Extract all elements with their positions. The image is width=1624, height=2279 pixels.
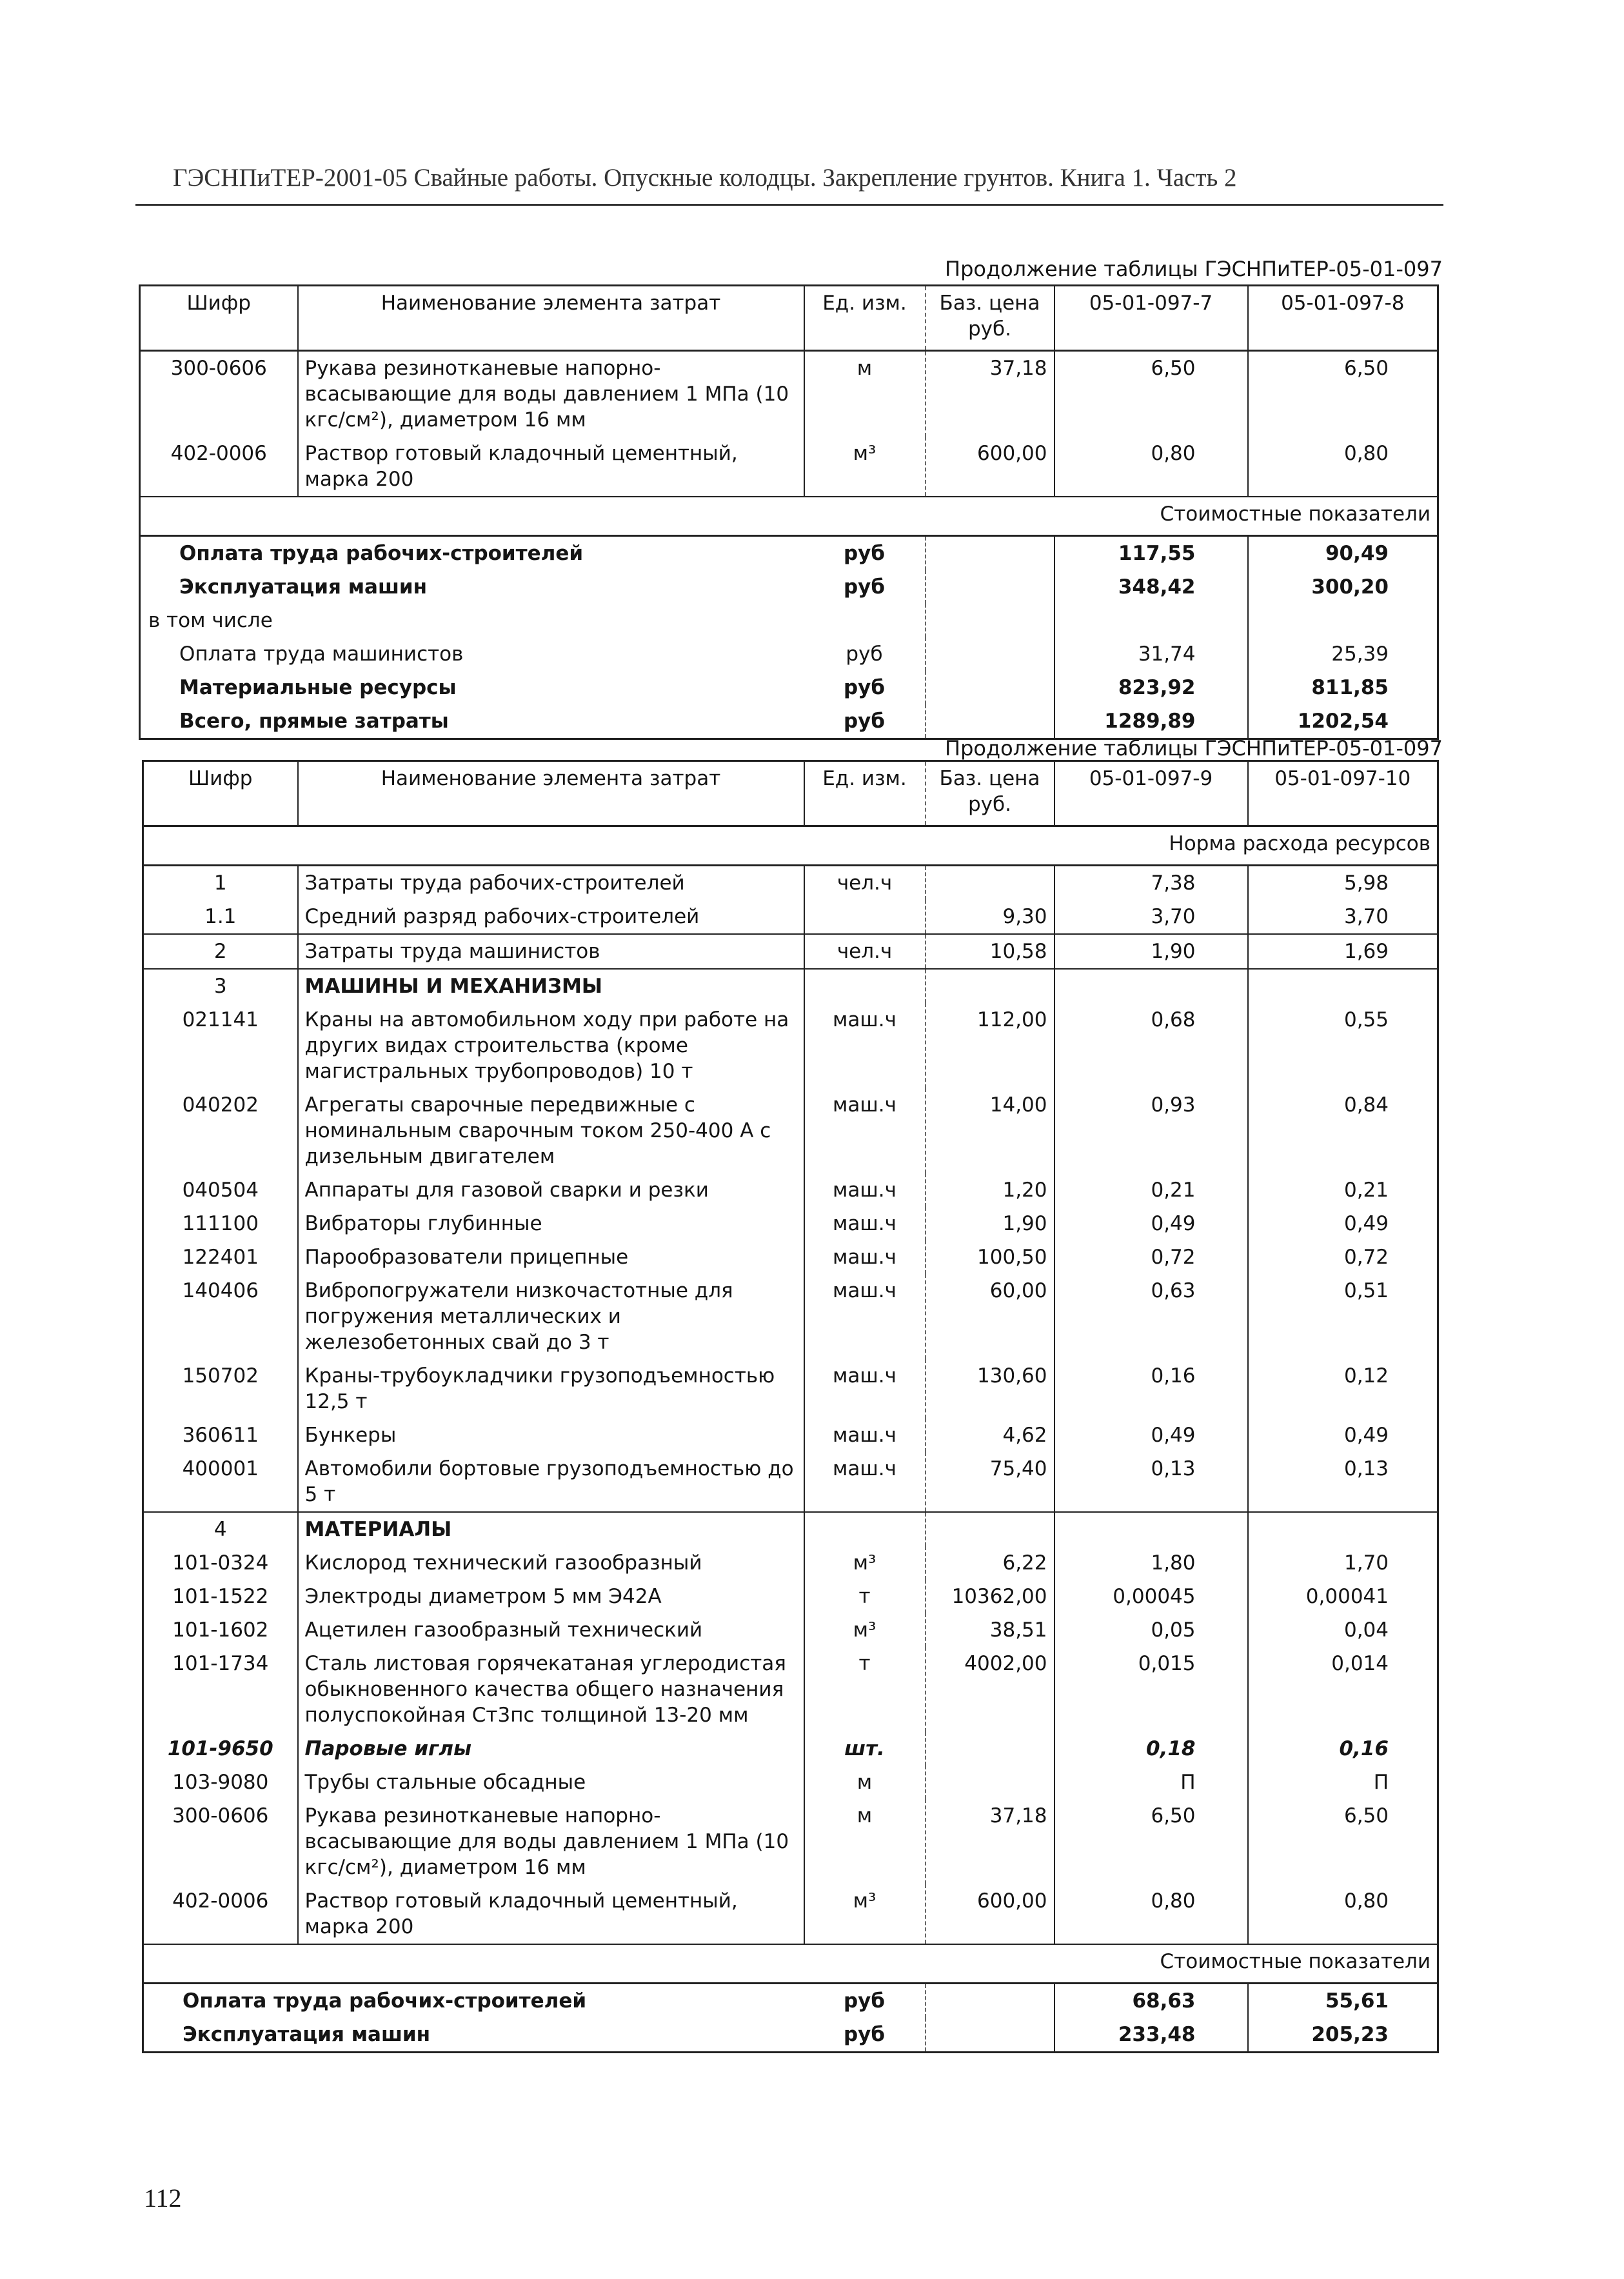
row-name: Агрегаты сварочные передвижные с номинальным сварочным током 250-400 А с дизельным двигателем [298,1088,804,1173]
row-value-1: 0,68 [1055,1003,1248,1088]
row-value-2: 0,13 [1248,1452,1438,1512]
cost-unit: руб [804,1984,926,2018]
section-header-row [143,826,1438,866]
row-name: МАТЕРИАЛЫ [298,1512,804,1546]
row-value-1: 0,13 [1055,1452,1248,1512]
row-unit: м [804,1766,926,1799]
row-code: 101-1522 [143,1580,298,1613]
cost-empty [926,1984,1055,2018]
cost-row [140,671,1438,704]
row-unit: м³ [804,1884,926,1944]
row-value-2: 0,16 [1248,1732,1438,1766]
row-value-1: 0,18 [1055,1732,1248,1766]
table-row [143,900,1438,934]
row-code: 101-1734 [143,1647,298,1732]
row-unit: м [804,1799,926,1884]
table-row [143,1512,1438,1546]
row-value-1: 1,90 [1055,934,1248,969]
table-row [143,1799,1438,1884]
row-value-2: 0,21 [1248,1173,1438,1207]
cost-empty [926,704,1055,739]
cost-unit: руб [804,637,926,671]
column-header-base-price: Баз. цена руб. [926,286,1055,351]
cost-value-2: 25,39 [1248,637,1438,671]
row-value-1: 0,63 [1055,1274,1248,1359]
cost-empty [926,536,1055,571]
cost-row [140,570,1438,604]
row-base-price: 130,60 [926,1359,1055,1418]
row-value-1 [1055,969,1248,1003]
row-unit: м³ [804,1546,926,1580]
row-base-price: 10,58 [926,934,1055,969]
row-name: Затраты труда рабочих-строителей [298,866,804,901]
row-unit: т [804,1647,926,1732]
row-name: Парообразователи прицепные [298,1240,804,1274]
table-row [143,1418,1438,1452]
column-header-base-price: Баз. цена руб. [926,761,1055,826]
cost-empty [926,671,1055,704]
cost-label: Всего, прямые затраты [140,704,804,739]
table-row [140,351,1438,437]
row-base-price: 100,50 [926,1240,1055,1274]
row-code: 040504 [143,1173,298,1207]
row-code: 101-0324 [143,1546,298,1580]
row-value-2: 0,12 [1248,1359,1438,1418]
column-header-row [140,286,1438,351]
column-header-unit: Ед. изм. [804,286,926,351]
cost-label: Эксплуатация машин [143,2018,804,2053]
row-unit: маш.ч [804,1003,926,1088]
row-base-price: 75,40 [926,1452,1055,1512]
row-name: Паровые иглы [298,1732,804,1766]
row-name: Вибраторы глубинные [298,1207,804,1240]
row-unit [804,969,926,1003]
row-name: Раствор готовый кладочный цементный, марка 200 [298,1884,804,1944]
cost-value-2 [1248,604,1438,637]
cost-row [143,1984,1438,2018]
table-row [143,1613,1438,1647]
row-unit: маш.ч [804,1088,926,1173]
row-name: Ацетилен газообразный технический [298,1613,804,1647]
column-header-norm-10: 05-01-097-10 [1248,761,1438,826]
row-unit [804,1512,926,1546]
cost-value-1: 233,48 [1055,2018,1248,2053]
row-value-2: 0,80 [1248,437,1438,497]
row-value-2: 1,70 [1248,1546,1438,1580]
row-base-price: 10362,00 [926,1580,1055,1613]
row-code: 103-9080 [143,1766,298,1799]
row-name: Сталь листовая горячекатаная углеродистая обыкновенного качества общего назначения полуспокойная Ст3пс толщиной 13-20 мм [298,1647,804,1732]
row-value-1: 3,70 [1055,900,1248,934]
row-unit: маш.ч [804,1173,926,1207]
row-unit: т [804,1580,926,1613]
row-name: Аппараты для газовой сварки и резки [298,1173,804,1207]
row-base-price: 600,00 [926,437,1055,497]
row-code: 021141 [143,1003,298,1088]
section-header-row [143,1944,1438,1984]
row-name: Краны на автомобильном ходу при работе на других видах строительства (кроме магистральных трубопроводов) 10 т [298,1003,804,1088]
row-unit: м³ [804,437,926,497]
row-name: Бункеры [298,1418,804,1452]
table-row [143,1884,1438,1944]
cost-unit [804,604,926,637]
row-value-2 [1248,1512,1438,1546]
row-code: 360611 [143,1418,298,1452]
column-header-norm-8: 05-01-097-8 [1248,286,1438,351]
cost-label: в том числе [140,604,804,637]
row-unit: м [804,351,926,437]
row-value-1: 0,93 [1055,1088,1248,1173]
table-row [143,1207,1438,1240]
table-caption: Продолжение таблицы ГЭСНПиТЕР-05-01-097 [945,736,1443,761]
column-header-norm-9: 05-01-097-9 [1055,761,1248,826]
cost-value-1: 68,63 [1055,1984,1248,2018]
table-row [143,1359,1438,1418]
table-row [143,1452,1438,1512]
row-unit: маш.ч [804,1274,926,1359]
row-code: 122401 [143,1240,298,1274]
table-row [143,1003,1438,1088]
row-base-price: 37,18 [926,351,1055,437]
row-unit: чел.ч [804,934,926,969]
cost-value-1: 348,42 [1055,570,1248,604]
row-value-2: П [1248,1766,1438,1799]
row-base-price: 600,00 [926,1884,1055,1944]
row-value-1: 1,80 [1055,1546,1248,1580]
row-unit: м³ [804,1613,926,1647]
column-header-row [143,761,1438,826]
row-code: 300-0606 [143,1799,298,1884]
row-value-1: 0,72 [1055,1240,1248,1274]
column-header-unit: Ед. изм. [804,761,926,826]
row-base-price [926,969,1055,1003]
row-name: Трубы стальные обсадные [298,1766,804,1799]
row-code: 4 [143,1512,298,1546]
column-header-name: Наименование элемента затрат [298,286,804,351]
row-base-price: 6,22 [926,1546,1055,1580]
section-cost-indicators: Стоимостные показатели [140,497,1438,536]
table-row [143,866,1438,901]
row-value-2: 6,50 [1248,351,1438,437]
row-value-2: 6,50 [1248,1799,1438,1884]
cost-unit: руб [804,536,926,571]
row-value-2: 3,70 [1248,900,1438,934]
row-value-1 [1055,1512,1248,1546]
row-base-price: 1,90 [926,1207,1055,1240]
row-unit: маш.ч [804,1240,926,1274]
row-value-2: 0,80 [1248,1884,1438,1944]
header-divider [135,204,1443,206]
row-code: 3 [143,969,298,1003]
cost-label: Эксплуатация машин [140,570,804,604]
row-name: Кислород технический газообразный [298,1546,804,1580]
cost-unit: руб [804,2018,926,2053]
row-base-price: 4,62 [926,1418,1055,1452]
table-row [143,1732,1438,1766]
table-row [143,1088,1438,1173]
cost-value-2: 205,23 [1248,2018,1438,2053]
row-unit: маш.ч [804,1418,926,1452]
cost-row [143,2018,1438,2053]
row-name: Рукава резинотканевые напорно-всасывающие для воды давлением 1 МПа (10 кгс/см²), диаметром 16 мм [298,351,804,437]
row-value-2: 0,49 [1248,1418,1438,1452]
row-name: Краны-трубоукладчики грузоподъемностью 12,5 т [298,1359,804,1418]
row-name: Средний разряд рабочих-строителей [298,900,804,934]
cost-unit: руб [804,704,926,739]
row-base-price [926,1732,1055,1766]
column-header-code: Шифр [140,286,298,351]
cost-value-2: 300,20 [1248,570,1438,604]
row-value-1: 0,05 [1055,1613,1248,1647]
row-base-price [926,866,1055,901]
row-value-1: 6,50 [1055,351,1248,437]
cost-label: Оплата труда рабочих-строителей [140,536,804,571]
page-number: 112 [144,2184,182,2213]
row-value-1: 0,16 [1055,1359,1248,1418]
cost-label: Материальные ресурсы [140,671,804,704]
cost-value-1: 1289,89 [1055,704,1248,739]
row-value-2: 0,84 [1248,1088,1438,1173]
row-code: 101-1602 [143,1613,298,1647]
row-code: 1.1 [143,900,298,934]
row-code: 400001 [143,1452,298,1512]
table-row [140,437,1438,497]
table-row [143,1647,1438,1732]
cost-empty [926,570,1055,604]
table-caption: Продолжение таблицы ГЭСНПиТЕР-05-01-097 [945,257,1443,281]
row-value-2: 0,04 [1248,1613,1438,1647]
cost-label: Оплата труда машинистов [140,637,804,671]
table-row [143,1173,1438,1207]
row-base-price: 38,51 [926,1613,1055,1647]
column-header-norm-7: 05-01-097-7 [1055,286,1248,351]
row-unit: чел.ч [804,866,926,901]
row-value-1: 0,80 [1055,1884,1248,1944]
row-value-2: 0,72 [1248,1240,1438,1274]
cost-empty [926,637,1055,671]
cost-value-2: 90,49 [1248,536,1438,571]
row-unit [804,900,926,934]
cost-unit: руб [804,570,926,604]
table-row [143,934,1438,969]
row-value-1: 6,50 [1055,1799,1248,1884]
row-unit: маш.ч [804,1207,926,1240]
section-resource-norms: Норма расхода ресурсов [143,826,1438,866]
cost-row [140,637,1438,671]
row-code: 402-0006 [140,437,298,497]
row-value-1: 0,49 [1055,1418,1248,1452]
row-value-1: 0,49 [1055,1207,1248,1240]
cost-value-1 [1055,604,1248,637]
row-unit: маш.ч [804,1359,926,1418]
row-base-price [926,1512,1055,1546]
row-value-2 [1248,969,1438,1003]
row-value-2: 5,98 [1248,866,1438,901]
row-name: Вибропогружатели низкочастотные для погружения металлических и железобетонных свай до 3 т [298,1274,804,1359]
cost-table-2 [142,760,1439,2053]
row-value-1: 0,00045 [1055,1580,1248,1613]
table-row [143,969,1438,1003]
row-value-2: 0,55 [1248,1003,1438,1088]
row-value-2: 0,51 [1248,1274,1438,1359]
row-value-2: 0,00041 [1248,1580,1438,1613]
row-code: 2 [143,934,298,969]
row-name: Рукава резинотканевые напорно-всасывающие для воды давлением 1 МПа (10 кгс/см²), диаметром 16 мм [298,1799,804,1884]
table-row [143,1580,1438,1613]
table-row [143,1240,1438,1274]
row-base-price: 14,00 [926,1088,1055,1173]
table-row [143,1766,1438,1799]
cost-table-1 [139,284,1439,740]
row-value-1: 0,21 [1055,1173,1248,1207]
page-header: ГЭСНПиТЕР-2001-05 Свайные работы. Опускные колодцы. Закрепление грунтов. Книга 1. Часть 2 [173,164,1237,192]
row-name: Электроды диаметром 5 мм Э42А [298,1580,804,1613]
table-row [143,1546,1438,1580]
row-code: 040202 [143,1088,298,1173]
row-name: Автомобили бортовые грузоподъемностью до 5 т [298,1452,804,1512]
row-value-1: 0,80 [1055,437,1248,497]
row-code: 101-9650 [143,1732,298,1766]
row-base-price: 9,30 [926,900,1055,934]
cost-unit: руб [804,671,926,704]
row-code: 111100 [143,1207,298,1240]
row-name: Затраты труда машинистов [298,934,804,969]
cost-value-1: 31,74 [1055,637,1248,671]
cost-value-1: 823,92 [1055,671,1248,704]
cost-row [140,536,1438,571]
row-name: МАШИНЫ И МЕХАНИЗМЫ [298,969,804,1003]
section-header-row [140,497,1438,536]
row-base-price: 37,18 [926,1799,1055,1884]
row-base-price: 60,00 [926,1274,1055,1359]
cost-label: Оплата труда рабочих-строителей [143,1984,804,2018]
row-base-price [926,1766,1055,1799]
row-code: 300-0606 [140,351,298,437]
cost-empty [926,2018,1055,2053]
row-code: 150702 [143,1359,298,1418]
column-header-name: Наименование элемента затрат [298,761,804,826]
column-header-code: Шифр [143,761,298,826]
cost-value-1: 117,55 [1055,536,1248,571]
row-code: 1 [143,866,298,901]
row-value-1: 0,015 [1055,1647,1248,1732]
row-unit: маш.ч [804,1452,926,1512]
row-value-2: 0,014 [1248,1647,1438,1732]
row-code: 140406 [143,1274,298,1359]
row-value-2: 0,49 [1248,1207,1438,1240]
cost-empty [926,604,1055,637]
row-base-price: 1,20 [926,1173,1055,1207]
cost-value-2: 811,85 [1248,671,1438,704]
row-base-price: 112,00 [926,1003,1055,1088]
row-base-price: 4002,00 [926,1647,1055,1732]
cost-row [140,704,1438,739]
cost-value-2: 1202,54 [1248,704,1438,739]
row-name: Раствор готовый кладочный цементный, марка 200 [298,437,804,497]
cost-value-2: 55,61 [1248,1984,1438,2018]
row-code: 402-0006 [143,1884,298,1944]
cost-row [140,604,1438,637]
table-row [143,1274,1438,1359]
row-unit: шт. [804,1732,926,1766]
row-value-1: 7,38 [1055,866,1248,901]
row-value-2: 1,69 [1248,934,1438,969]
section-cost-indicators: Стоимостные показатели [143,1944,1438,1984]
row-value-1: П [1055,1766,1248,1799]
